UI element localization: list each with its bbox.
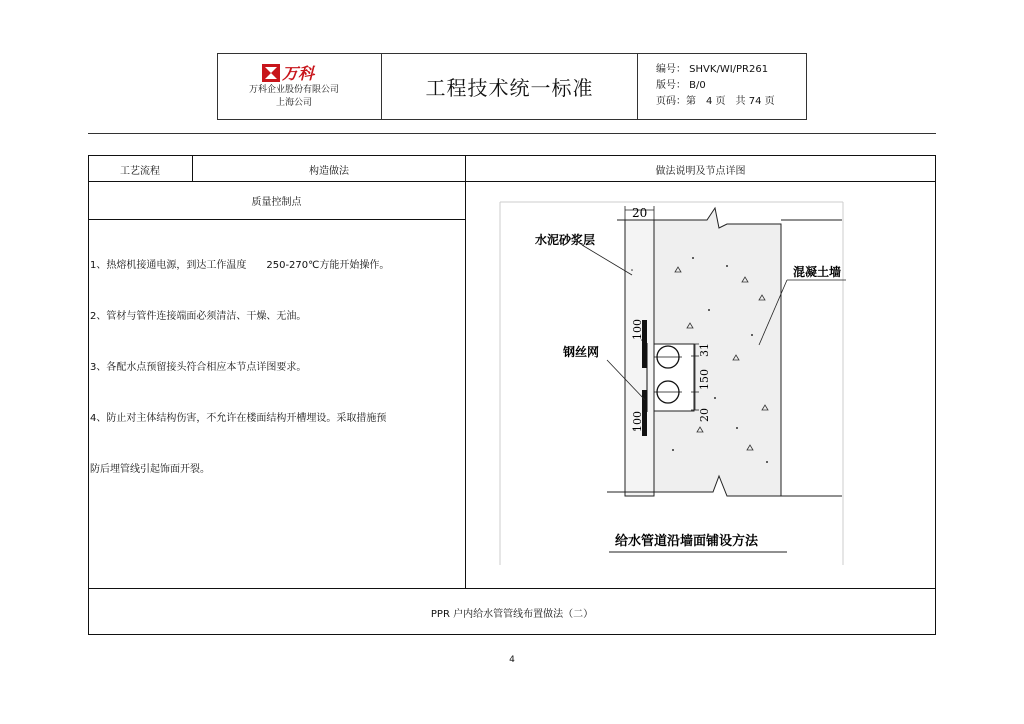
- document-code: 编号： SHVK/WI/PR261: [656, 64, 769, 75]
- pipe-detail-drawing: [497, 200, 846, 565]
- company-line2: 上海公司: [275, 98, 312, 108]
- label-steel-mesh: 钢丝网: [563, 345, 600, 359]
- document-meta: [656, 62, 775, 110]
- col-header-method: 构造做法: [309, 166, 349, 177]
- label-concrete-wall: 混凝土墙: [793, 265, 842, 279]
- quality-points: [90, 223, 450, 495]
- logo-text: 万科: [282, 64, 315, 83]
- dim-20-top: 20: [632, 206, 648, 220]
- company-logo: [262, 63, 338, 83]
- table-row-line: [88, 181, 936, 182]
- company-name: [232, 84, 356, 110]
- mortar-layer: [625, 220, 654, 496]
- quality-point: 1、热熔机接通电源，到达工作温度 250-270℃方能开始操作。: [90, 260, 390, 271]
- dim-20-side: 20: [698, 408, 711, 422]
- table-row-line: [88, 588, 936, 589]
- document-page: 页码：第 4 页 共 74 页: [656, 96, 775, 107]
- col-header-detail: 做法说明及节点详图: [655, 166, 746, 177]
- document-title: 工程技术统一标准: [425, 76, 594, 100]
- dim-100-upper: 100: [631, 319, 644, 340]
- quality-point: 4、防止对主体结构伤害，不允许在楼面结构开槽埋设。采取措施预: [90, 413, 387, 424]
- quality-title: 质量控制点: [251, 197, 302, 208]
- quality-point: 2、管材与管件连接端面必须清洁、干燥、无油。: [90, 311, 307, 322]
- document-version: 版号： B/0: [656, 80, 706, 91]
- dim-100-lower: 100: [631, 411, 644, 432]
- vanke-logo-icon: [262, 63, 338, 83]
- company-line1: 万科企业股份有限公司: [248, 85, 339, 95]
- detail-drawing-svg: [497, 200, 846, 565]
- dim-31: 31: [698, 343, 711, 357]
- quality-point: 3、各配水点预留接头符合相应本节点详图要求。: [90, 362, 307, 373]
- col-header-process: 工艺流程: [120, 166, 160, 177]
- dim-150: 150: [698, 369, 711, 390]
- table-row-line: [88, 219, 466, 220]
- drawing-title: 给水管道沿墙面铺设方法: [615, 534, 759, 549]
- header-rule: [88, 133, 936, 134]
- table-caption: PPR 户内给水管管线布置做法（二）: [430, 609, 594, 620]
- header-divider: [637, 53, 638, 120]
- page-number: 4: [509, 655, 515, 665]
- quality-point: 防后埋管线引起饰面开裂。: [90, 464, 210, 475]
- table-col-line: [465, 155, 466, 589]
- label-mortar-layer: 水泥砂浆层: [535, 233, 596, 247]
